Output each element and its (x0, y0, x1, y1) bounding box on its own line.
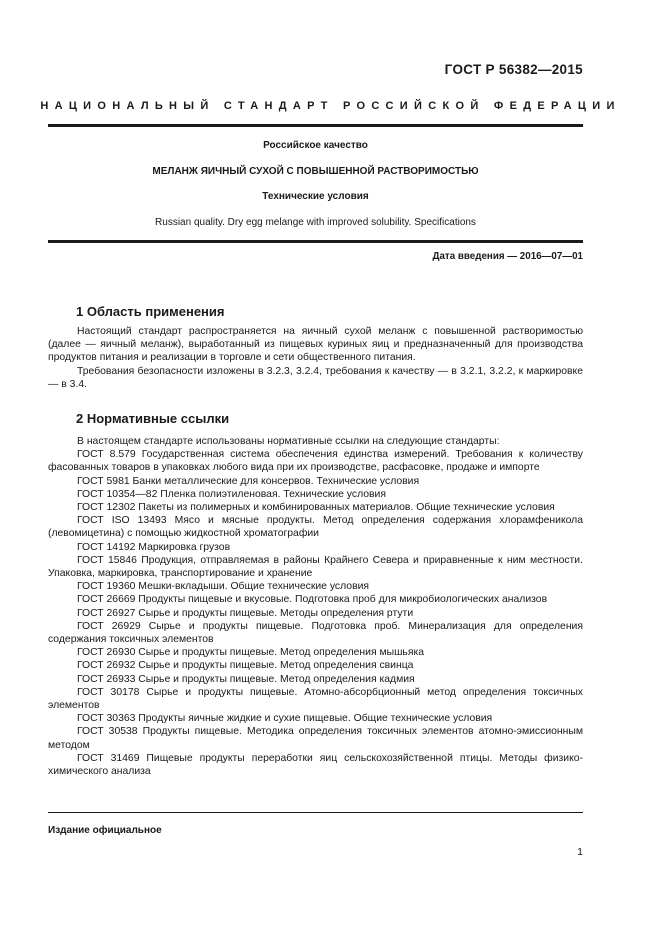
reference-item: ГОСТ ISO 13493 Мясо и мясные продукты. Метод определения содержания хлорамфеникола (левомицетина) с помощью жидкостной хроматографии (48, 515, 583, 540)
reference-item: ГОСТ 19360 Мешки-вкладыши. Общие технические условия (77, 581, 370, 593)
reference-item: ГОСТ 26933 Сырье и продукты пищевые. Метод определения кадмия (77, 673, 415, 685)
section-1-body (48, 325, 583, 391)
reference-item: ГОСТ 5981 Банки металлические для консервов. Технические условия (77, 475, 420, 487)
reference-item: ГОСТ 8.579 Государственная система обеспечения единства измерений. Требования к количеству фасованных товаров в упаковках любого вида при их производстве, расфасовке, продаже и импорте (48, 449, 583, 474)
reference-item: ГОСТ 14192 Маркировка грузов (77, 541, 231, 553)
paragraph: Настоящий стандарт распространяется на яичный сухой меланж с повышенной растворимостью (далее — яичный меланж), выработанный из пищевых куриных яиц и предназначенный для производства продуктов питания и реализации в торговле и сети общественного питания. (48, 326, 583, 364)
document-subtitle: Технические условия (262, 191, 369, 202)
reference-item: ГОСТ 26927 Сырье и продукты пищевые. Методы определения ртути (77, 607, 414, 619)
edition-label: Издание официальное (48, 825, 162, 836)
reference-item: ГОСТ 30178 Сырье и продукты пищевые. Атомно-абсорбционный метод определения токсичных элементов (48, 686, 583, 712)
reference-item: ГОСТ 12302 Пакеты из полимерных и комбинированных материалов. Общие технические условия (77, 502, 555, 514)
section-1-heading: 1 Область применения (76, 304, 225, 319)
paragraph: В настоящем стандарте использованы нормативные ссылки на следующие стандарты: (77, 436, 500, 447)
reference-item: ГОСТ 26669 Продукты пищевые и вкусовые. Подготовка проб для микробиологических анализов (77, 594, 548, 606)
section-2-heading: 2 Нормативные ссылки (76, 411, 230, 426)
reference-item: ГОСТ 15846 Продукция, отправляемая в районы Крайнего Севера и приравненные к ним местности. Упаковка, маркировка, транспортирование и хранение (48, 554, 583, 580)
document-number: ГОСТ Р 56382—2015 (444, 62, 583, 77)
reference-item: ГОСТ 26932 Сырье и продукты пищевые. Метод определения свинца (77, 660, 414, 672)
footer-divider (48, 812, 583, 813)
reference-item: ГОСТ 30363 Продукты яичные жидкие и сухие пищевые. Общие технические условия (77, 713, 493, 725)
series-title: Российское качество (263, 140, 368, 151)
reference-item: ГОСТ 26930 Сырье и продукты пищевые. Метод определения мышьяка (77, 647, 425, 659)
paragraph: Требования безопасности изложены в 3.2.3, 3.2.4, требования к качеству — в 3.2.1, 3.2.2, к маркировке — в 3.4. (48, 365, 583, 390)
national-standard-banner: НАЦИОНАЛЬНЫЙ СТАНДАРТ РОССИЙСКОЙ ФЕДЕРАЦИИ (40, 100, 621, 112)
introduction-date: Дата введения — 2016—07—01 (432, 251, 583, 262)
section-2-body (48, 435, 583, 778)
page-number: 1 (577, 846, 583, 858)
document-title: МЕЛАНЖ ЯИЧНЫЙ СУХОЙ С ПОВЫШЕННОЙ РАСТВОРИМОСТЬЮ (152, 166, 479, 177)
header-divider-bottom (48, 240, 583, 243)
reference-item: ГОСТ 10354—82 Пленка полиэтиленовая. Технические условия (77, 488, 386, 500)
header-divider-top (48, 124, 583, 127)
english-title: Russian quality. Dry egg melange with improved solubility. Specifications (155, 217, 476, 228)
reference-item: ГОСТ 30538 Продукты пищевые. Методика определения токсичных элементов атомно-эмиссионным методом (48, 726, 583, 751)
reference-item: ГОСТ 26929 Сырье и продукты пищевые. Подготовка проб. Минерализация для определения содержания токсичных элементов (48, 620, 583, 646)
reference-item: ГОСТ 31469 Пищевые продукты переработки яиц сельскохозяйственной птицы. Методы физико-химического анализа (48, 752, 583, 778)
